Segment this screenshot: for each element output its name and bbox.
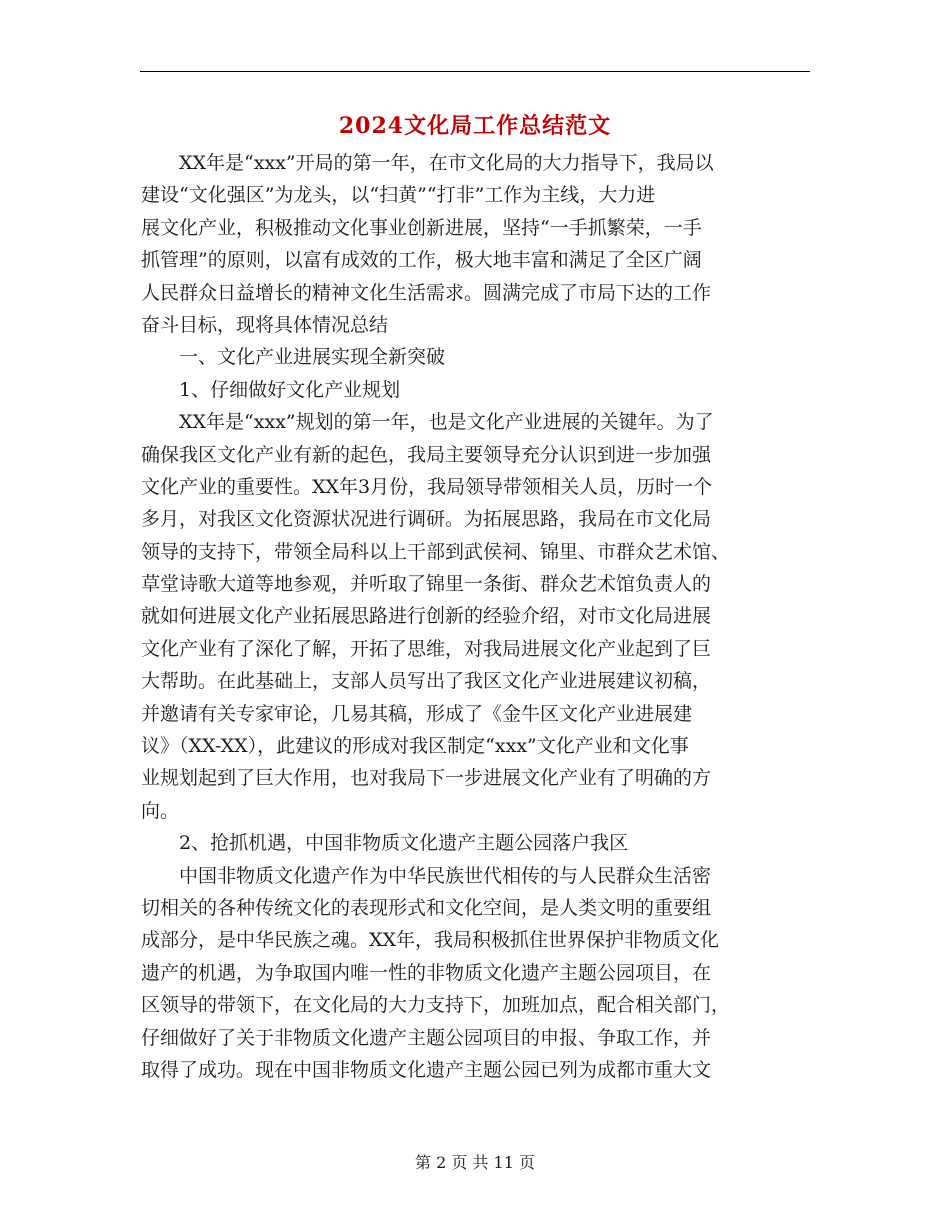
text-line: 大帮助。在此基础上，支部人员写出了我区文化产业进展建议初稿，: [141, 670, 712, 693]
text-line: 区领导的带领下，在文化局的大力支持下，加班加点，配合相关部门，: [141, 994, 731, 1017]
header-rule: [140, 71, 810, 72]
document-title: 2024文化局工作总结范文: [338, 113, 612, 139]
text-line: 成部分，是中华民族之魂。XX年，我局积极抓住世界保护非物质文化: [141, 929, 720, 952]
document-body: [141, 147, 811, 1086]
text-line: XX年是“xxx”开局的第一年，在市文化局的大力指导下，我局以: [179, 152, 714, 174]
text-line: 文化产业有了深化了解，开拓了思维，对我局进展文化产业起到了巨: [141, 637, 712, 660]
text-line: 奋斗目标，现将具体情况总结: [141, 313, 389, 336]
text-line: 遗产的机遇，为争取国内唯一性的非物质文化遗产主题公园项目，在: [141, 961, 712, 984]
text-line: 就如何进展文化产业拓展思路进行创新的经验介绍，对市文化局进展: [141, 605, 712, 628]
text-line: 业规划起到了巨大作用，也对我局下一步进展文化产业有了明确的方: [141, 767, 712, 790]
text-line: 领导的支持下，带领全局科以上干部到武侯祠、锦里、市群众艺术馆、: [141, 540, 731, 563]
text-line: 抓管理”的原则，以富有成效的工作，极大地丰富和满足了全区广阔: [141, 249, 702, 272]
text-line: 中国非物质文化遗产作为中华民族世代相传的与人民群众生活密: [179, 864, 712, 887]
text-line: 文化产业的重要性。XX年3月份，我局领导带领相关人员，历时一个: [141, 475, 713, 498]
text-line: 并邀请有关专家审论，几易其稿，形成了《金牛区文化产业进展建: [141, 702, 693, 725]
text-line: 取得了成功。现在中国非物质文化遗产主题公园已列为成都市重大文: [141, 1058, 712, 1081]
text-line: 议》（XX-XX），此建议的形成对我区制定“xxx”文化产业和文化事: [141, 735, 689, 758]
text-line: 人民群众日益增长的精神文化生活需求。圆满完成了市局下达的工作: [141, 281, 712, 304]
text-line: 建设“文化强区”为龙头，以“扫黄”“打非”工作为主线，大力进: [141, 184, 656, 207]
text-line: XX年是“xxx”规划的第一年，也是文化产业进展的关键年。为了: [179, 411, 714, 434]
text-line: 1、仔细做好文化产业规划: [179, 378, 401, 401]
text-line: 2、抢抓机遇，中国非物质文化遗产主题公园落户我区: [179, 832, 629, 855]
text-line: 草堂诗歌大道等地参观，并听取了锦里一条街、群众艺术馆负责人的: [141, 573, 712, 596]
text-line: 展文化产业，积极推动文化事业创新进展，坚持“一手抓繁荣，一手: [141, 216, 702, 239]
text-line: 仔细做好了关于非物质文化遗产主题公园项目的申报、争取工作，并: [141, 1026, 712, 1049]
text-line: 向。: [141, 799, 180, 822]
text-line: 一、文化产业进展实现全新突破: [179, 346, 446, 369]
text-line: 切相关的各种传统文化的表现形式和文化空间，是人类文明的重要组: [141, 896, 712, 919]
text-line: 确保我区文化产业有新的起色，我局主要领导充分认识到进一步加强: [141, 443, 712, 466]
page-footer: 第 2 页 共 11 页: [415, 1153, 535, 1172]
text-line: 多月，对我区文化资源状况进行调研。为拓展思路，我局在市文化局: [141, 508, 712, 531]
